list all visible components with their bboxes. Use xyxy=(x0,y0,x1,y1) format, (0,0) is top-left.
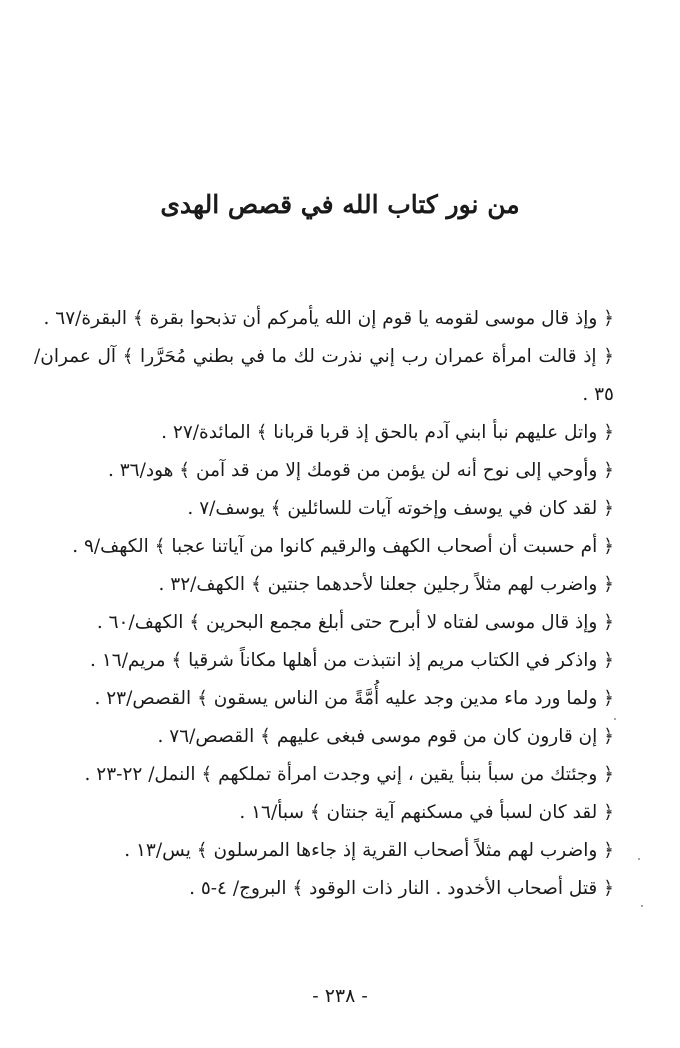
verse-item: ﴿ أم حسبت أن أصحاب الكهف والرقيم كانوا من آياتنا عجبا ﴾ الكهف/٩ . xyxy=(72,536,614,557)
verse-item: ﴿ وإذ قال موسى لقومه يا قوم إن الله يأمركم أن تذبحوا بقرة ﴾ البقرة/٦٧ . xyxy=(43,308,614,329)
verse-item: ﴿ لقد كان لسبأ في مسكنهم آية جنتان ﴾ سبأ/١٦ . xyxy=(239,802,614,823)
verse-item: ﴿ قتل أصحاب الأخدود . النار ذات الوقود ﴾ البروج/ ٤-٥ . xyxy=(189,878,614,899)
verse-item: ﴿ إذ قالت امرأة عمران رب إني نذرت لك ما في بطني مُحَرَّرا ﴾ آل عمران/٣٥ . xyxy=(34,346,614,405)
verse-item: ﴿ واضرب لهم مثلاً رجلين جعلنا لأحدهما جنتين ﴾ الكهف/٣٢ . xyxy=(158,574,614,595)
verse-item: ﴿ وإذ قال موسى لفتاه لا أبرح حتى أبلغ مجمع البحرين ﴾ الكهف/٦٠ . xyxy=(96,612,614,633)
scan-speck xyxy=(641,905,643,907)
verse-item: ﴿ واذكر في الكتاب مريم إذ انتبذت من أهلها مكاناً شرقيا ﴾ مريم/١٦ . xyxy=(90,650,614,671)
chapter-title: من نور كتاب الله في قصص الهدى xyxy=(160,190,520,219)
scan-speck xyxy=(638,858,640,860)
verse-item: ﴿ وأوحي إلى نوح أنه لن يؤمن من قومك إلا من قد آمن ﴾ هود/٣٦ . xyxy=(107,460,614,481)
verse-list xyxy=(34,300,614,908)
verse-item: ﴿ واتل عليهم نبأ ابني آدم بالحق إذ قربا قربانا ﴾ المائدة/٢٧ . xyxy=(161,422,614,443)
verse-item: ﴿ ولما ورد ماء مدين وجد عليه أُمَّةً من الناس يسقون ﴾ القصص/٢٣ . xyxy=(94,688,614,709)
scan-speck xyxy=(614,718,616,720)
verse-item: ﴿ إن قارون كان من قوم موسى فبغى عليهم ﴾ القصص/٧٦ . xyxy=(157,726,614,747)
page-number: - ٢٣٨ - xyxy=(312,985,368,1007)
verse-item: ﴿ وجئتك من سبأ بنبأ يقين ، إني وجدت امرأة تملكهم ﴾ النمل/ ٢٢-٢٣ . xyxy=(84,764,614,785)
verse-item: ﴿ لقد كان في يوسف وإخوته آيات للسائلين ﴾ يوسف/٧ . xyxy=(187,498,614,519)
verse-item: ﴿ واضرب لهم مثلاً أصحاب القرية إذ جاءها المرسلون ﴾ يس/١٣ . xyxy=(124,840,614,861)
